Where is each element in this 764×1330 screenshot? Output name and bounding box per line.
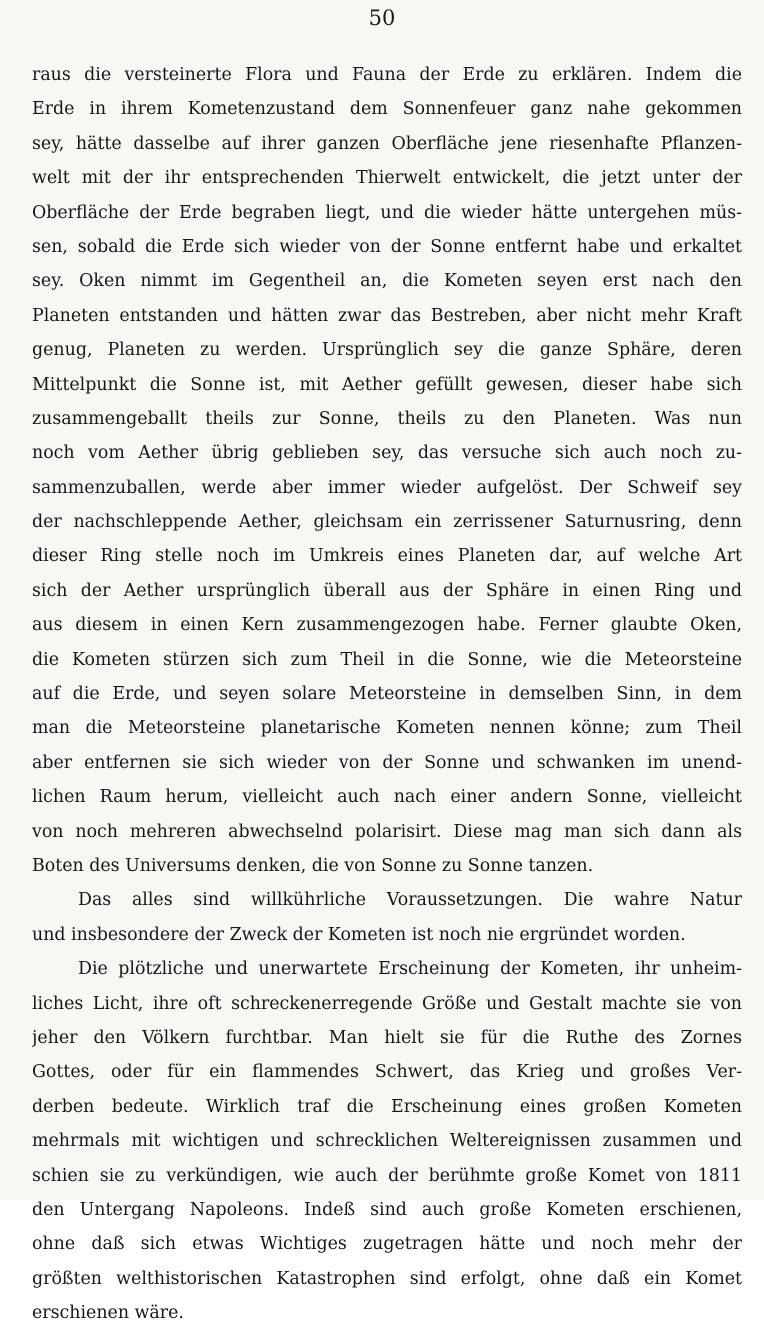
text-line: dieser Ring stelle noch im Umkreis eines Planeten dar, auf welche Art [32,546,742,567]
text-line: Die plötzliche und unerwartete Erscheinung der Kometen, ihr unheim- [78,959,742,980]
text-line: lichen Raum herum, vielleicht auch nach einer andern Sonne, vielleicht [32,787,742,808]
text-line: auf die Erde, und seyen solare Meteorsteine in demselben Sinn, in dem [32,684,742,705]
text-line: Planeten entstanden und hätten zwar das Bestreben, aber nicht mehr Kraft [32,305,742,326]
text-line: ohne daß sich etwas Wichtiges zugetragen hätte und noch mehr der [32,1234,742,1255]
text-line: und insbesondere der Zweck der Kometen ist noch nie ergründet worden. [32,924,686,945]
text-line: aus diesem in einen Kern zusammengezogen habe. Ferner glaubte Oken, [32,615,742,636]
text-line: genug, Planeten zu werden. Ursprünglich sey die ganze Sphäre, deren [32,340,742,361]
text-line: sich der Aether ursprünglich überall aus der Sphäre in einen Ring und [32,580,742,601]
text-line: liches Licht, ihre oft schreckenerregende Größe und Gestalt machte sie von [32,993,742,1014]
text-line: noch vom Aether übrig geblieben sey, das versuche sich auch noch zu- [32,443,742,464]
text-line: Das alles sind willkührliche Voraussetzungen. Die wahre Natur [78,890,742,911]
text-line: Gottes, oder für ein flammendes Schwert, das Krieg und großes Ver- [32,1062,742,1083]
text-line: zusammengeballt theils zur Sonne, theils zu den Planeten. Was nun [32,408,742,429]
text-line: erschienen wäre. [32,1303,184,1324]
text-line: Boten des Universums denken, die von Sonne zu Sonne tanzen. [32,855,594,876]
text-line: derben bedeute. Wirklich traf die Erscheinung eines großen Kometen [32,1096,742,1117]
text-line: von noch mehreren abwechselnd polarisirt. Diese mag man sich dann als [32,821,742,842]
text-line: schien sie zu verkündigen, wie auch der berühmte große Komet von 1811 [32,1165,742,1186]
text-line: sammenzuballen, werde aber immer wieder aufgelöst. Der Schweif sey [32,477,742,498]
text-line: jeher den Völkern furchtbar. Man hielt sie für die Ruthe des Zornes [32,1027,742,1048]
text-line: sen, sobald die Erde sich wieder von der Sonne entfernt habe und erkaltet [32,236,742,257]
text-line: sey, hätte dasselbe auf ihrer ganzen Oberfläche jene riesenhafte Pflanzen- [32,133,742,154]
text-line: Erde in ihrem Kometenzustand dem Sonnenfeuer ganz nahe gekommen [32,99,742,120]
text-line: der nachschleppende Aether, gleichsam ein zerrissener Saturnusring, denn [32,512,742,533]
text-line: welt mit der ihr entsprechenden Thierwelt entwickelt, die jetzt unter der [32,168,742,189]
text-line: die Kometen stürzen sich zum Theil in die Sonne, wie die Meteorsteine [32,649,742,670]
text-line: sey. Oken nimmt im Gegentheil an, die Kometen seyen erst nach den [32,271,742,292]
text-line: Oberfläche der Erde begraben liegt, und die wieder hätte untergehen müs- [32,202,742,223]
text-line: aber entfernen sie sich wieder von der Sonne und schwanken im unend- [32,752,742,773]
text-line: man die Meteorsteine planetarische Kometen nennen könne; zum Theil [32,718,742,739]
text-line: raus die versteinerte Flora und Fauna der Erde zu erklären. Indem die [32,65,742,85]
text-line: den Untergang Napoleons. Indeß sind auch große Kometen erschienen, [32,1199,742,1220]
text-line: mehrmals mit wichtigen und schrecklichen Weltereignissen zusammen und [32,1131,742,1152]
text-line: größten welthistorischen Katastrophen sind erfolgt, ohne daß ein Komet [32,1268,742,1289]
text-line: Mittelpunkt die Sonne ist, mit Aether gefüllt gewesen, dieser habe sich [32,374,742,395]
body-text [32,58,742,1330]
page-number: 50 [368,6,396,30]
